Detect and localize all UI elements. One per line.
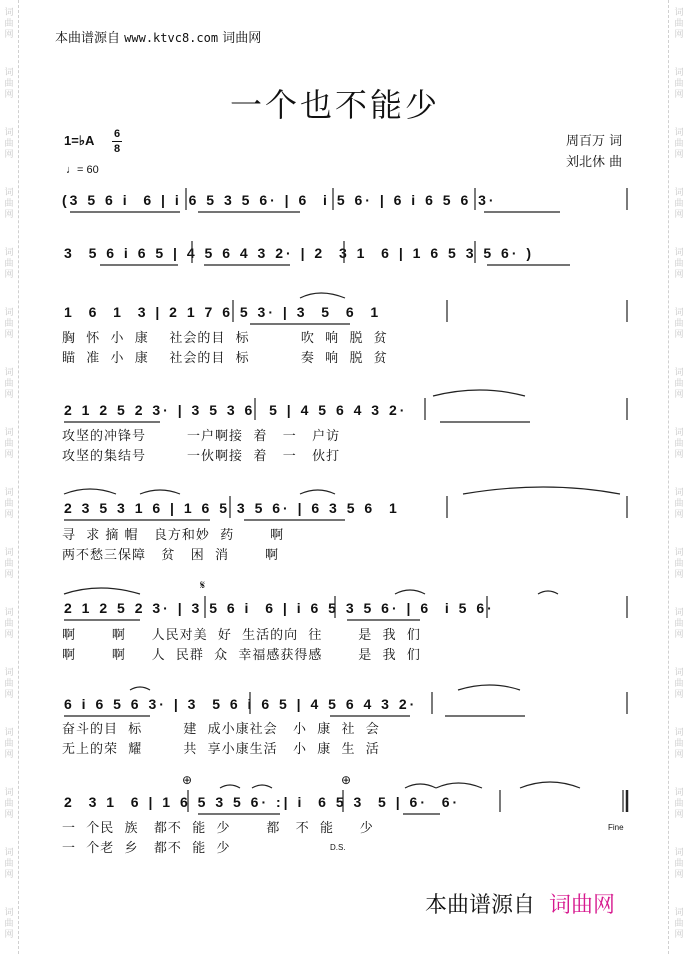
score-row-1-notes: (3 5 6 i 6 | i 6 5 3 5 6· | 6 i 5 6· | 6 i 6 5 6 3· [62, 192, 497, 208]
score-row-4-lyrics-2: 攻坚的集结号 一伙啊接 着 一 伙打 [62, 449, 341, 464]
left-watermark-text: 词 曲 网 [4, 8, 14, 40]
score-row-4-lyrics-1: 攻坚的冲锋号 一户啊接 着 一 户访 [62, 429, 341, 444]
composer-credit: 刘北休 曲 [566, 155, 623, 170]
score-row-6-lyrics-2: 啊 啊 人 民群 众 幸福感获得感 是 我 们 [62, 648, 421, 663]
right-watermark-text: 词 曲 网 [674, 848, 684, 880]
score-row-3-notes: 1 6 1 3 | 2 1 7 6 5 3· | 3 5 6 1 [64, 304, 382, 320]
right-watermark-text: 词 曲 网 [674, 488, 684, 520]
score-row-7-notes: 6 i 6 5 6 3· | 3 5 6 i 6 5 | 4 5 6 4 3 2· [64, 696, 418, 712]
fine-mark: Fine [608, 823, 624, 832]
left-watermark-text: 词 曲 网 [4, 488, 14, 520]
score-row-3-lyrics-2: 瞄 准 小 康 社会的目 标 奏 响 脱 贫 [62, 351, 388, 366]
left-watermark-text: 词 曲 网 [4, 248, 14, 280]
time-sig-bottom: 8 [113, 143, 121, 155]
right-watermark-text: 词 曲 网 [674, 248, 684, 280]
left-watermark-text: 词 曲 网 [4, 908, 14, 940]
left-watermark-text: 词 曲 网 [4, 728, 14, 760]
right-watermark-text: 词 曲 网 [674, 788, 684, 820]
left-watermark-text: 词 曲 网 [4, 428, 14, 460]
right-watermark-text: 词 曲 网 [674, 8, 684, 40]
score-row-8-lyrics-2: 一 个老 乡 都不 能 少 [62, 841, 231, 856]
ds-mark: D.S. [330, 843, 346, 852]
score-row-8-notes: 2 3 1 6 | 1 6 5 3 5 6· :| i 6 5 3 5 | 6· 6· [64, 794, 461, 810]
footer-brand[interactable]: 词曲网 [549, 893, 616, 918]
right-watermark-text: 词 曲 网 [674, 128, 684, 160]
time-sig-top: 6 [113, 128, 121, 140]
score-row-6-notes: 2 1 2 5 2 3· | 3 5 6 i 6 | i 6 5 3 5 6· | 6 i 5 6· [64, 600, 495, 616]
score-row-7-lyrics-1: 奋斗的目 标 建 成小康社会 小 康 社 会 [62, 722, 380, 737]
left-watermark-text: 词 曲 网 [4, 608, 14, 640]
key-signature: 1=♭A [64, 133, 95, 148]
right-watermark-text: 词 曲 网 [674, 308, 684, 340]
tempo-mark: ♩= 60 [66, 164, 99, 176]
footer-text: 本曲谱源自 [425, 893, 536, 918]
right-watermark-text: 词 曲 网 [674, 608, 684, 640]
right-watermark-text: 词 曲 网 [674, 368, 684, 400]
left-watermark-text: 词 曲 网 [4, 188, 14, 220]
left-watermark-text: 词 曲 网 [4, 548, 14, 580]
left-watermark-text: 词 曲 网 [4, 308, 14, 340]
left-watermark-text: 词 曲 网 [4, 668, 14, 700]
left-watermark-text: 词 曲 网 [4, 788, 14, 820]
left-watermark-text: 词 曲 网 [4, 68, 14, 100]
right-watermark-text: 词 曲 网 [674, 728, 684, 760]
score-row-3-lyrics-1: 胸 怀 小 康 社会的目 标 吹 响 脱 贫 [62, 331, 388, 346]
header-text-after: 词曲网 [222, 31, 262, 46]
right-watermark-text: 词 曲 网 [674, 188, 684, 220]
score-row-2-notes: 3 5 6 i 6 5 | 4 5 6 4 3 2· | 2 3 1 6 | 1 6 5 3 5 6· ) [64, 245, 535, 261]
score-row-4-notes: 2 1 2 5 2 3· | 3 5 3 6 5 | 4 5 6 4 3 2· [64, 402, 408, 418]
right-watermark-text: 词 曲 网 [674, 68, 684, 100]
left-watermark-text: 词 曲 网 [4, 368, 14, 400]
time-signature [112, 128, 122, 155]
score-row-5-lyrics-1: 寻 求 摘 帽 良方和妙 药 啊 [62, 528, 285, 543]
left-watermark-text: 词 曲 网 [4, 848, 14, 880]
left-watermark-text: 词 曲 网 [4, 128, 14, 160]
score-row-5-notes: 2 3 5 3 1 6 | 1 6 5 3 5 6· | 6 3 5 6 1 [64, 500, 400, 516]
footer-source [425, 888, 615, 919]
score-row-6-lyrics-1: 啊 啊 人民对美 好 生活的向 往 是 我 们 [62, 628, 421, 643]
lyricist-credit: 周百万 词 [566, 134, 623, 149]
source-header [55, 27, 261, 46]
score-row-7-lyrics-2: 无上的荣 耀 共 享小康生活 小 康 生 活 [62, 742, 380, 757]
right-watermark-text: 词 曲 网 [674, 908, 684, 940]
score-row-8-lyrics-1: 一 个民 族 都不 能 少 都 不 能 少 [62, 821, 374, 836]
right-watermark-text: 词 曲 网 [674, 548, 684, 580]
score-row-5-lyrics-2: 两不愁三保障 贫 困 消 啊 [62, 548, 279, 563]
segno-mark: 𝄋 [200, 578, 206, 592]
song-title: 一个也不能少 [229, 86, 440, 124]
right-watermark-text: 词 曲 网 [674, 428, 684, 460]
coda-mark-1: ⊕ [182, 773, 193, 787]
header-text-before: 本曲谱源自 [55, 31, 121, 46]
coda-mark-2: ⊕ [341, 773, 352, 787]
header-url[interactable]: www.ktvc8.com [124, 31, 219, 45]
right-watermark-text: 词 曲 网 [674, 668, 684, 700]
